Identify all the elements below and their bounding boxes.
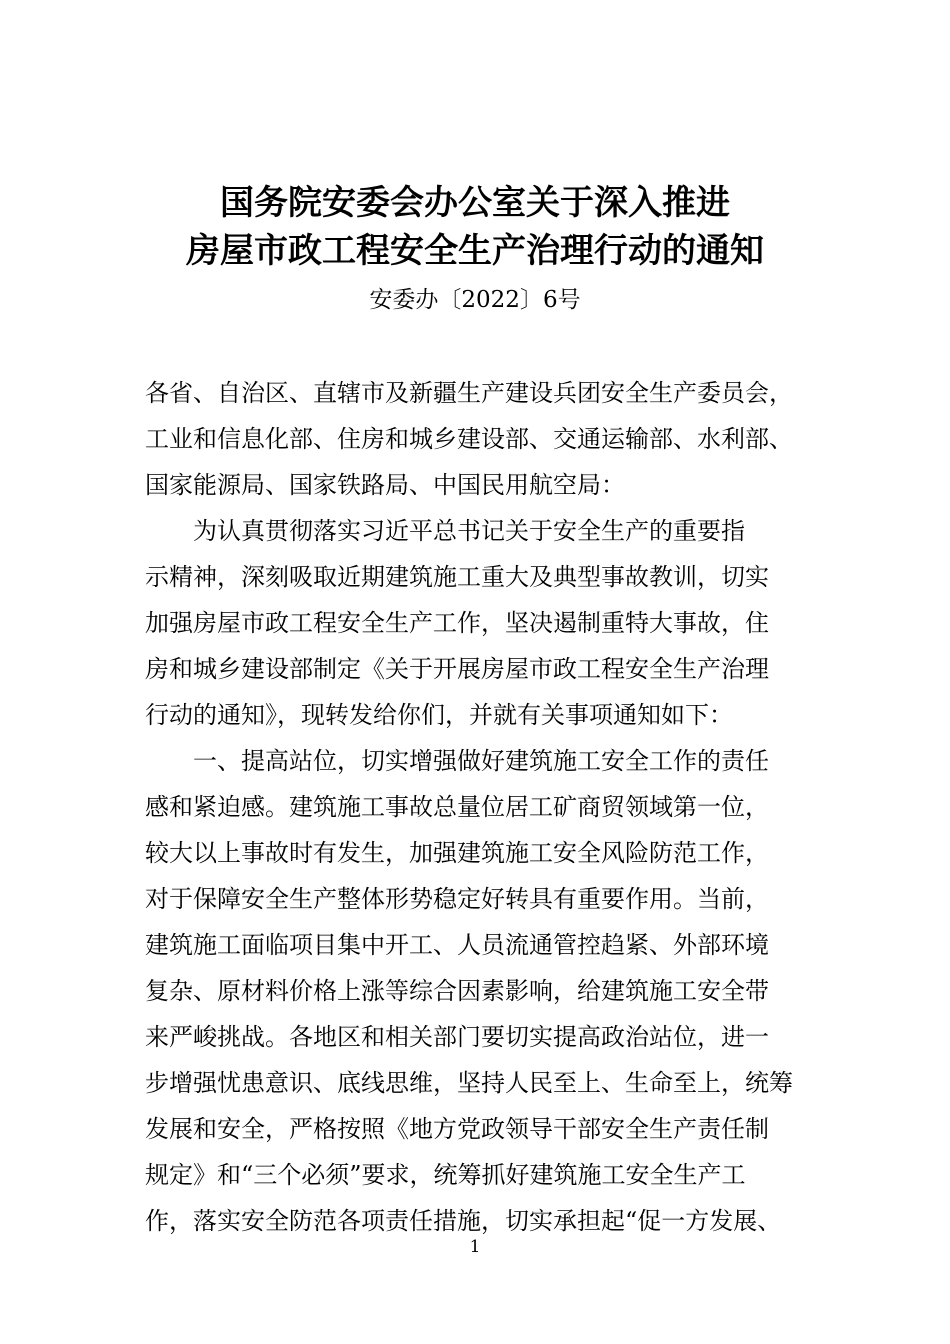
- paragraph-line: 较大以上事故时有发生，加强建筑施工安全风险防范工作，: [145, 839, 769, 867]
- document-title-line-2: 房屋市政工程安全生产治理行动的通知: [186, 231, 764, 271]
- document-number: 安委办〔2022〕6号: [369, 287, 581, 313]
- paragraph-line: 步增强忧患意识、底线思维，坚持人民至上、生命至上，统筹: [145, 1069, 793, 1097]
- paragraph-line: 一、提高站位，切实增强做好建筑施工安全工作的责任: [193, 747, 769, 775]
- paragraph-line: 复杂、原材料价格上涨等综合因素影响，给建筑施工安全带: [145, 977, 769, 1005]
- paragraph-line: 对于保障安全生产整体形势稳定好转具有重要作用。当前，: [145, 885, 769, 913]
- paragraph-line: 行动的通知》，现转发给你们，并就有关事项通知如下：: [145, 701, 733, 729]
- paragraph-line: 作，落实安全防范各项责任措施，切实承担起“促一方发展、: [145, 1207, 782, 1235]
- document-title-line-1: 国务院安委会办公室关于深入推进: [220, 183, 730, 223]
- paragraph-line: 加强房屋市政工程安全生产工作，坚决遏制重特大事故，住: [145, 609, 769, 637]
- addressee-line: 国家能源局、国家铁路局、中国民用航空局：: [145, 471, 625, 499]
- document-body: [145, 370, 810, 1244]
- paragraph-line: 规定》和“三个必须”要求，统筹抓好建筑施工安全生产工: [145, 1161, 746, 1189]
- paragraph-line: 为认真贯彻落实习近平总书记关于安全生产的重要指: [193, 517, 745, 545]
- paragraph-line: 房和城乡建设部制定《关于开展房屋市政工程安全生产治理: [145, 655, 769, 683]
- paragraph-line: 建筑施工面临项目集中开工、人员流通管控趋紧、外部环境: [145, 931, 769, 959]
- paragraph-line: 示精神，深刻吸取近期建筑施工重大及典型事故教训，切实: [145, 563, 769, 591]
- paragraph-line: 发展和安全，严格按照《地方党政领导干部安全生产责任制: [145, 1115, 769, 1143]
- page-number: 1: [469, 1237, 481, 1257]
- addressee-line: 各省、自治区、直辖市及新疆生产建设兵团安全生产委员会，: [145, 379, 793, 407]
- addressee-line: 工业和信息化部、住房和城乡建设部、交通运输部、水利部、: [145, 425, 793, 453]
- paragraph-line: 感和紧迫感。建筑施工事故总量位居工矿商贸领域第一位，: [145, 793, 769, 821]
- paragraph-line: 来严峻挑战。各地区和相关部门要切实提高政治站位，进一: [145, 1023, 769, 1051]
